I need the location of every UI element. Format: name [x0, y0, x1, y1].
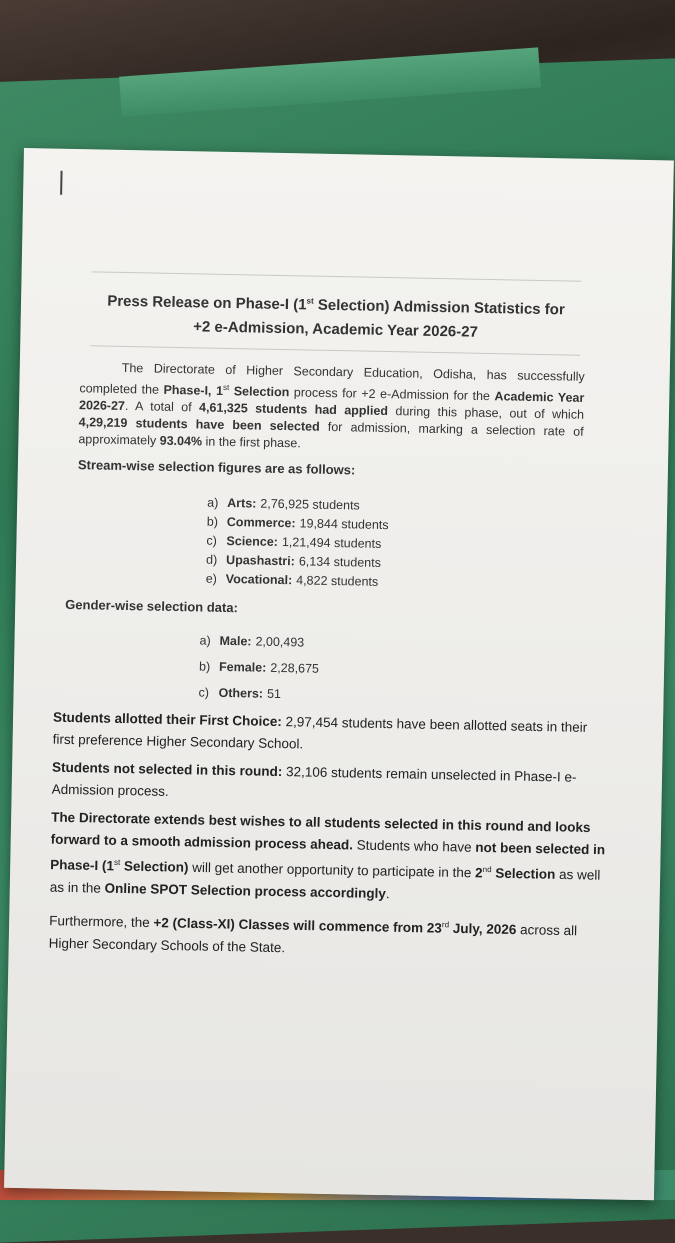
item-letter: d): [205, 552, 218, 567]
wishes-sup: nd: [482, 864, 492, 875]
item-letter: a): [207, 495, 219, 510]
top-rule: [92, 271, 582, 281]
press-release-sheet: [4, 148, 674, 1200]
intro-text: The Directorate of Higher Secondary Education, Odisha, has successfully completed the: [79, 360, 585, 397]
item-label: Arts:: [227, 495, 257, 511]
wishes-bold: not been selected in Phase-I (1: [50, 839, 606, 874]
title-part: Press Release on Phase-I (1: [107, 292, 307, 314]
title-bottom-rule: [90, 345, 580, 355]
intro-bold: Selection: [229, 384, 290, 400]
intro-text: during this phase, out of which: [387, 404, 585, 422]
item-letter: e): [205, 571, 218, 586]
intro-text: . A total of: [124, 399, 200, 415]
item-value: 1,21,494 students: [281, 535, 382, 551]
item-value: 2,76,925 students: [260, 496, 360, 513]
title-line-2: +2 e-Admission, Academic Year 2026-27: [193, 318, 479, 341]
first-choice-paragraph: [52, 707, 608, 762]
item-value: 51: [266, 686, 282, 702]
item-label: Female:: [218, 659, 267, 675]
item-label: Upashastri:: [225, 552, 296, 569]
not-selected-text: 32,106 students remain unselected in Phase-I e-Admission process.: [51, 764, 577, 799]
intro-bold: Academic Year 2026-27: [78, 389, 585, 414]
stream-heading: Stream-wise selection figures are as follows:: [77, 457, 356, 478]
title-part: Selection) Admission Statistics for: [313, 296, 565, 319]
item-label: Vocational:: [225, 571, 293, 588]
commence-sup: rd: [441, 920, 450, 930]
wishes-sup: st: [113, 857, 121, 867]
item-value: 2,00,493: [255, 634, 305, 650]
item-value: 6,134 students: [298, 554, 382, 570]
intro-text: for admission, marking a selection rate of approximately: [78, 419, 584, 448]
press-release-title: [80, 285, 591, 347]
first-choice-label: Students allotted their First Choice:: [52, 709, 282, 730]
wishes-text: will get another opportunity to participate in the: [188, 859, 476, 881]
commence-text: Furthermore, the: [49, 913, 154, 931]
list-item: [198, 679, 318, 707]
intro-bold: 4,29,219 students have been selected: [78, 415, 320, 434]
intro-text: process for +2 e-Admission for the: [289, 385, 495, 404]
item-label: Male:: [219, 633, 252, 649]
intro-sup: st: [222, 382, 230, 392]
commence-paragraph: [49, 907, 605, 965]
commence-bold: +2 (Class-XI) Classes will commence from 23: [153, 915, 443, 936]
intro-bold: 93.04%: [159, 433, 203, 449]
not-selected-label: Students not selected in this round:: [51, 759, 283, 780]
wishes-bold: Selection): [120, 858, 189, 875]
item-letter: b): [206, 514, 219, 529]
wishes-paragraph: [50, 807, 607, 909]
commence-bold: July, 2026: [448, 920, 517, 938]
stream-list: [206, 494, 390, 592]
item-value: 19,844 students: [299, 516, 389, 533]
list-item: [206, 570, 388, 592]
item-label: Others:: [218, 685, 264, 701]
list-item: [199, 653, 319, 681]
title-sup: st: [306, 296, 314, 306]
edge-mark: [60, 171, 62, 195]
wishes-text: .: [385, 885, 390, 901]
wishes-text: Students who have: [352, 837, 476, 855]
first-choice-text: 2,97,454 students have been allotted seats in their first preference Higher Secondary School.: [52, 714, 588, 752]
intro-bold: 4,61,325 students had applied: [198, 400, 389, 419]
intro-text: in the first phase.: [201, 434, 301, 451]
item-value: 4,822 students: [296, 573, 379, 589]
wishes-bold: The Directorate extends best wishes to all students selected in this round and looks forward to a smooth admission process ahead.: [50, 809, 591, 853]
commence-text: across all Higher Secondary Schools of the State.: [48, 922, 578, 955]
item-label: Commerce:: [226, 514, 296, 531]
intro-paragraph: [78, 359, 585, 458]
wishes-bold: Online SPOT Selection process accordingly: [104, 880, 387, 901]
item-letter: c): [206, 533, 218, 548]
not-selected-paragraph: [51, 757, 607, 812]
wishes-bold: Selection: [491, 865, 556, 882]
item-letter: a): [199, 633, 211, 648]
gender-list: [198, 627, 319, 707]
intro-bold: Phase-I, 1: [163, 382, 224, 399]
wishes-text: as well as in the: [49, 866, 601, 896]
item-letter: b): [198, 659, 211, 674]
list-item: [199, 627, 319, 655]
item-value: 2,28,675: [270, 660, 320, 676]
item-letter: c): [198, 685, 210, 700]
wishes-bold: 2: [474, 865, 483, 881]
gender-heading: Gender-wise selection data:: [65, 596, 239, 616]
item-label: Science:: [226, 533, 279, 549]
